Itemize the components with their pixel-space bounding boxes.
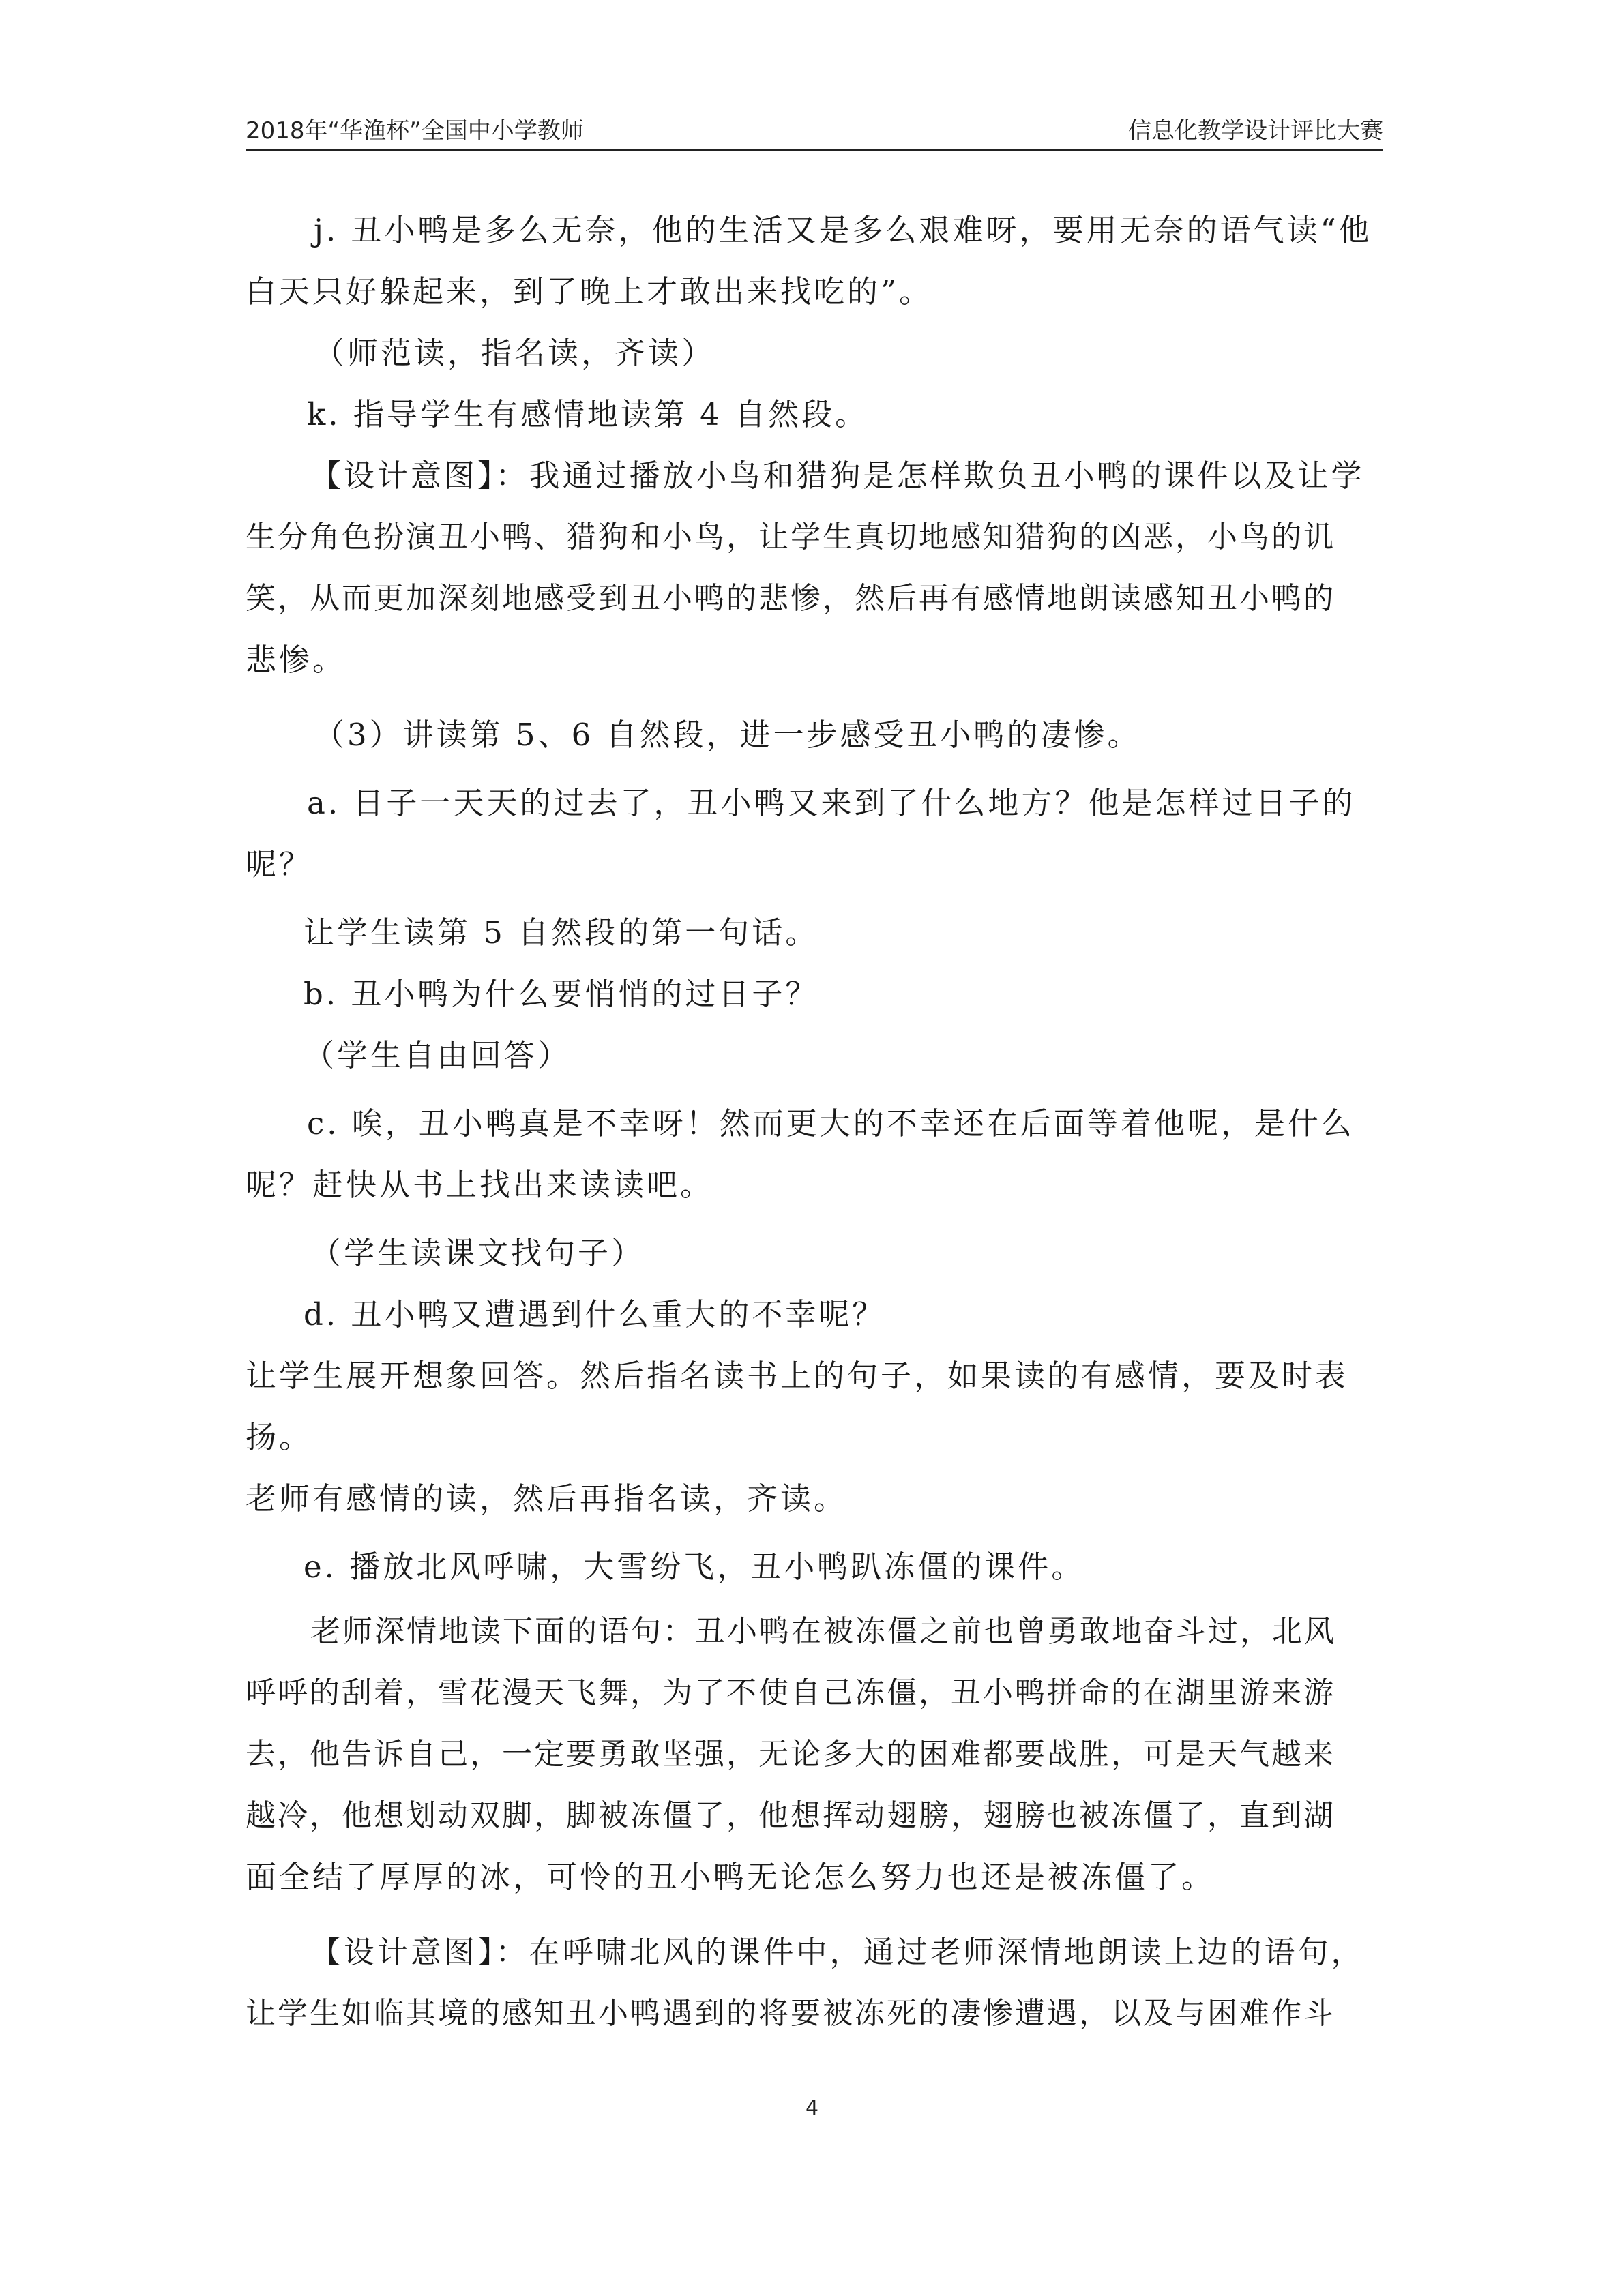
text-line: 悲惨。 — [246, 642, 346, 678]
text-line: c. 唉，丑小鸭真是不幸呀！然而更大的不幸还在后面等着他呢，是什么 — [307, 1105, 1355, 1142]
header-right-title: 信息化教学设计评比大赛 — [1128, 117, 1383, 145]
text-line: 老师深情地读下面的语句：丑小鸭在被冻僵之前也曾勇敢地奋斗过，北风 — [310, 1614, 1336, 1649]
text-line: 生分角色扮演丑小鸭、猎狗和小鸟，让学生真切地感知猎狗的凶恶，小鸟的讥 — [246, 520, 1335, 554]
text-line: （学生读课文找句子） — [310, 1235, 645, 1271]
text-line: e. 播放北风呼啸，大雪纷飞，丑小鸭趴冻僵的课件。 — [304, 1549, 1085, 1585]
text-line: 老师有感情的读，然后再指名读，齐读。 — [246, 1480, 848, 1517]
text-line: （学生自由回答） — [304, 1037, 572, 1073]
text-line: 让学生读第 5 自然段的第一句话。 — [304, 914, 819, 951]
text-line: 呢？ — [246, 846, 313, 882]
text-line: 扬。 — [246, 1419, 313, 1455]
header-divider — [246, 149, 1383, 151]
text-line: 呼呼的刮着，雪花漫天飞舞，为了不使自己冻僵，丑小鸭拼命的在湖里游来游 — [246, 1675, 1335, 1710]
text-line: 【设计意图】：在呼啸北风的课件中，通过老师深情地朗读上边的语句， — [310, 1934, 1365, 1970]
text-line: 让学生如临其境的感知丑小鸭遇到的将要被冻死的凄惨遭遇，以及与困难作斗 — [246, 1996, 1335, 2031]
text-line: 呢？赶快从书上找出来读读吧。 — [246, 1167, 714, 1203]
text-line: 白天只好躲起来，到了晚上才敢出来找吃的”。 — [246, 273, 933, 310]
text-line: 【设计意图】：我通过播放小鸟和猎狗是怎样欺负丑小鸭的课件以及让学 — [310, 458, 1365, 494]
text-line: a. 日子一天天的过去了，丑小鸭又来到了什么地方？他是怎样过日子的 — [307, 785, 1356, 821]
text-line: 面全结了厚厚的冰，可怜的丑小鸭无论怎么努力也还是被冻僵了。 — [246, 1859, 1215, 1895]
text-line: 去，他告诉自己，一定要勇敢坚强，无论多大的困难都要战胜，可是天气越来 — [246, 1737, 1335, 1772]
text-line: （3）讲读第 5、6 自然段，进一步感受丑小鸭的凄惨。 — [314, 717, 1141, 753]
page-header — [246, 113, 1383, 149]
text-line: k. 指导学生有感情地读第 4 自然段。 — [307, 396, 869, 432]
text-line: 笑，从而更加深刻地感受到丑小鸭的悲惨，然后再有感情地朗读感知丑小鸭的 — [246, 581, 1335, 616]
text-line: d. 丑小鸭又遭遇到什么重大的不幸呢？ — [304, 1296, 886, 1332]
header-left-title: 2018年“华渔杯”全国中小学教师 — [246, 117, 584, 145]
text-line: （师范读，指名读，齐读） — [314, 335, 715, 371]
text-line: 越冷，他想划动双脚，脚被冻僵了，他想挥动翅膀，翅膀也被冻僵了，直到湖 — [246, 1798, 1335, 1833]
text-line: b. 丑小鸭为什么要悄悄的过日子？ — [304, 976, 819, 1012]
text-line: 让学生展开想象回答。然后指名读书上的句子，如果读的有感情，要及时表 — [246, 1358, 1349, 1394]
page-number: 4 — [805, 2096, 819, 2120]
text-line: j. 丑小鸭是多么无奈，他的生活又是多么艰难呀，要用无奈的语气读“他 — [314, 212, 1372, 248]
